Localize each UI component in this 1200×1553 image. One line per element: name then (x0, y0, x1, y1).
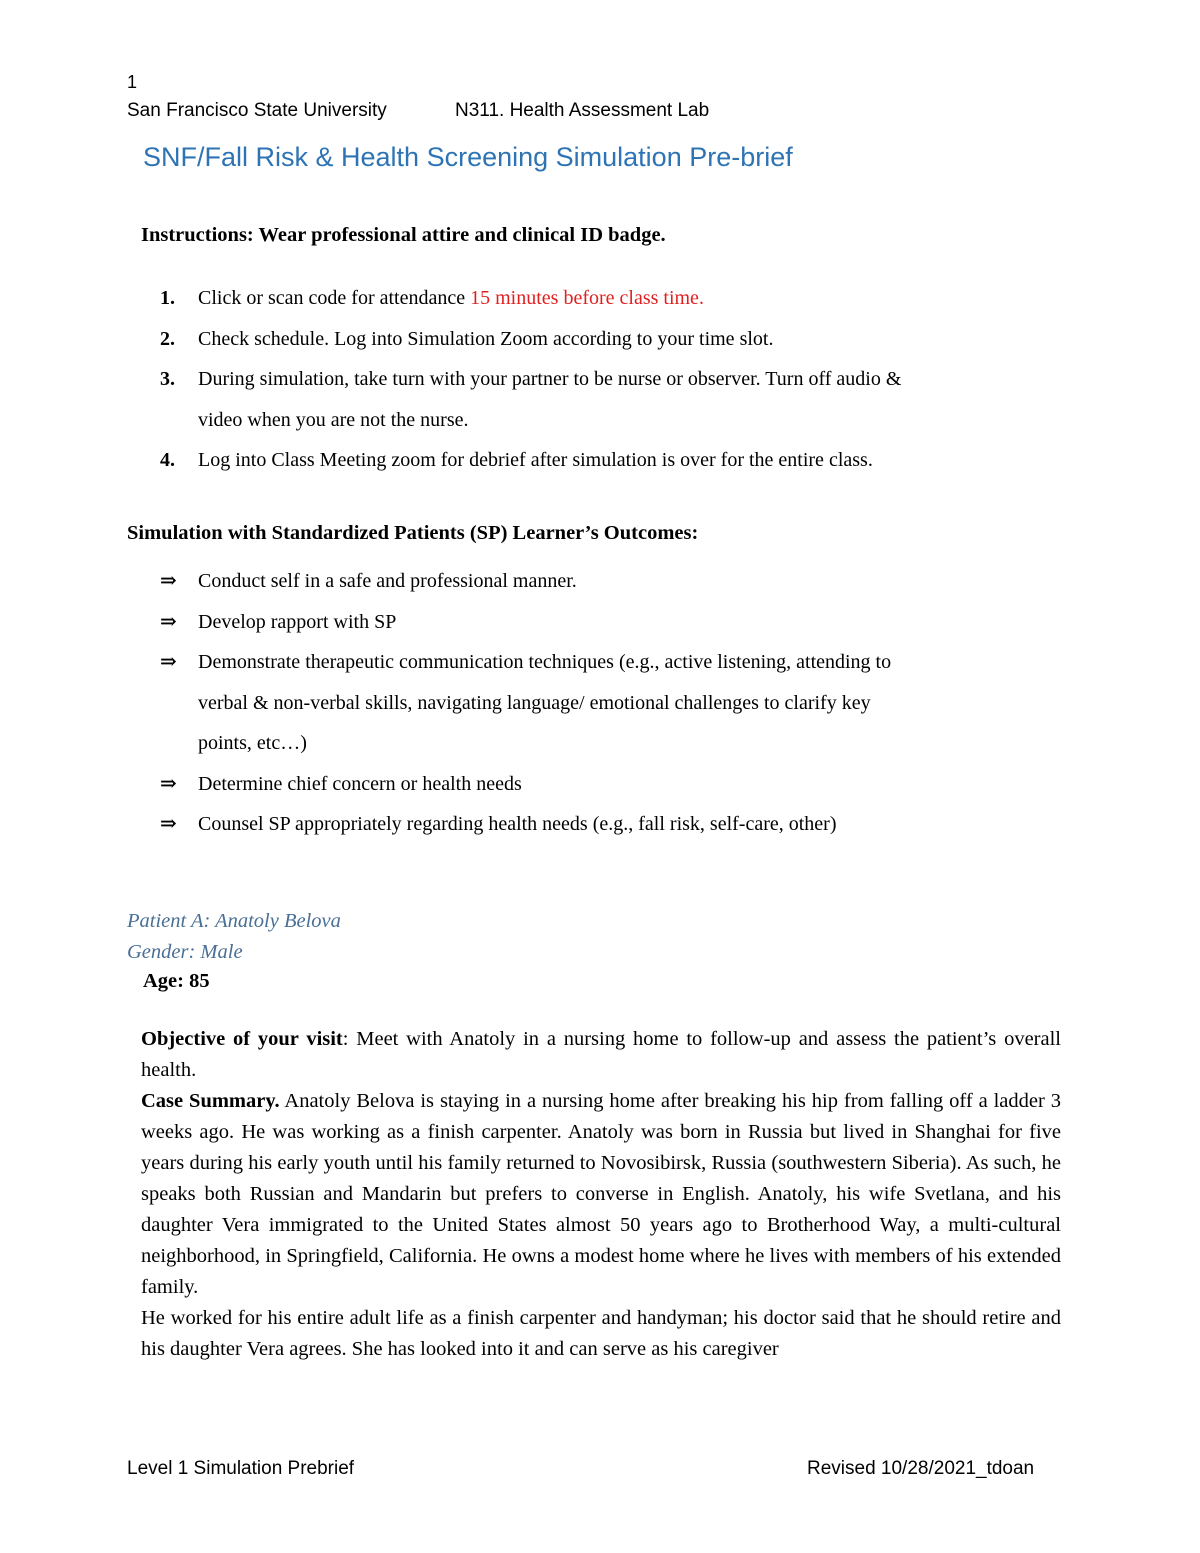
outcomes-list (160, 561, 1060, 845)
document-title: SNF/Fall Risk & Health Screening Simulation Pre-brief (143, 142, 793, 172)
step-text: During simulation, take turn with your partner to be nurse or observer. Turn off audio & (198, 368, 902, 390)
summary-label: Case Summary. (141, 1090, 280, 1112)
arrow-icon: ⇒ (160, 813, 177, 835)
objective-label: Objective of your visit (141, 1028, 343, 1050)
list-item (160, 804, 1060, 845)
step-text: Log into Class Meeting zoom for debrief after simulation is over for the entire class. (198, 449, 873, 471)
patient-age (143, 970, 210, 993)
arrow-icon: ⇒ (160, 651, 177, 673)
arrow-icon: ⇒ (160, 610, 177, 633)
patient-name: Patient A: Anatoly Belova (127, 910, 341, 932)
outcome-text: Conduct self in a safe and professional manner. (198, 570, 577, 592)
step-number: 1. (160, 287, 175, 309)
footer-left: Level 1 Simulation Prebrief (127, 1458, 355, 1479)
list-item (160, 561, 1060, 602)
outcome-text: Develop rapport with SP (198, 610, 397, 633)
instructions-heading: Instructions: Wear professional attire and clinical ID badge. (141, 224, 666, 246)
objective-paragraph (141, 1024, 1061, 1086)
case-description (141, 1024, 1061, 1365)
outcome-text: Determine chief concern or health needs (198, 772, 522, 795)
age-value: 85 (189, 970, 210, 992)
list-item (160, 602, 1060, 643)
list-item (160, 440, 1060, 481)
step-number: 2. (160, 327, 175, 350)
outcome-text-continued: points, etc…) (198, 732, 307, 754)
steps-list (160, 278, 1060, 481)
arrow-icon: ⇒ (160, 570, 177, 592)
patient-gender: Gender: Male (127, 941, 243, 963)
step-text-continued: video when you are not the nurse. (198, 408, 469, 431)
outcome-text-continued: verbal & non-verbal skills, navigating language/ emotional challenges to clarify key (198, 691, 871, 714)
objective-text: : Meet with Anatoly in a nursing home to follow-up and assess the patient’s overall health. (141, 1028, 1061, 1081)
footer-right: Revised 10/28/2021_tdoan (807, 1458, 1035, 1479)
step-text: Click or scan code for attendance (198, 287, 471, 309)
arrow-icon: ⇒ (160, 772, 177, 795)
summary-text: Anatoly Belova is staying in a nursing home after breaking his hip from falling off a ladder 3 weeks ago. He was working as a finish carpenter. Anatoly was born in Russia but lived in Shanghai for five years during his early youth until his family returned to Novosibirsk, Russia (southwestern Siberia). As such, he speaks both Russian and Mandarin but prefers to converse in English. Anatoly, his wife Svetlana, and his daughter Vera immigrated to the United States almost 50 years ago to Brotherhood Way, a multi-cultural neighborhood, in Springfield, California. He owns a modest home where he lives with members of his extended family. (141, 1090, 1061, 1298)
work-paragraph: He worked for his entire adult life as a finish carpenter and handyman; his doctor said that he should retire and his daughter Vera agrees. She has looked into it and can serve as his caregiver (141, 1307, 1061, 1360)
outcome-text: Counsel SP appropriately regarding health needs (e.g., fall risk, self-care, other) (198, 813, 837, 835)
list-item (160, 359, 1060, 440)
header-university: San Francisco State University (127, 100, 387, 121)
outcome-text: Demonstrate therapeutic communication techniques (e.g., active listening, attending to (198, 651, 892, 673)
page-number: 1 (127, 72, 138, 92)
outcomes-heading: Simulation with Standardized Patients (SP) Learner’s Outcomes: (127, 522, 699, 544)
step-text: Check schedule. Log into Simulation Zoom according to your time slot. (198, 327, 774, 350)
list-item (160, 319, 1060, 360)
list-item (160, 642, 1060, 764)
list-item (160, 764, 1060, 805)
age-label: Age: (143, 970, 184, 992)
list-item (160, 278, 1060, 319)
step-highlight: 15 minutes before class time. (470, 287, 704, 309)
step-number: 3. (160, 368, 175, 390)
step-number: 4. (160, 449, 175, 471)
summary-paragraph (141, 1086, 1061, 1303)
header-course: N311. Health Assessment Lab (455, 100, 710, 121)
